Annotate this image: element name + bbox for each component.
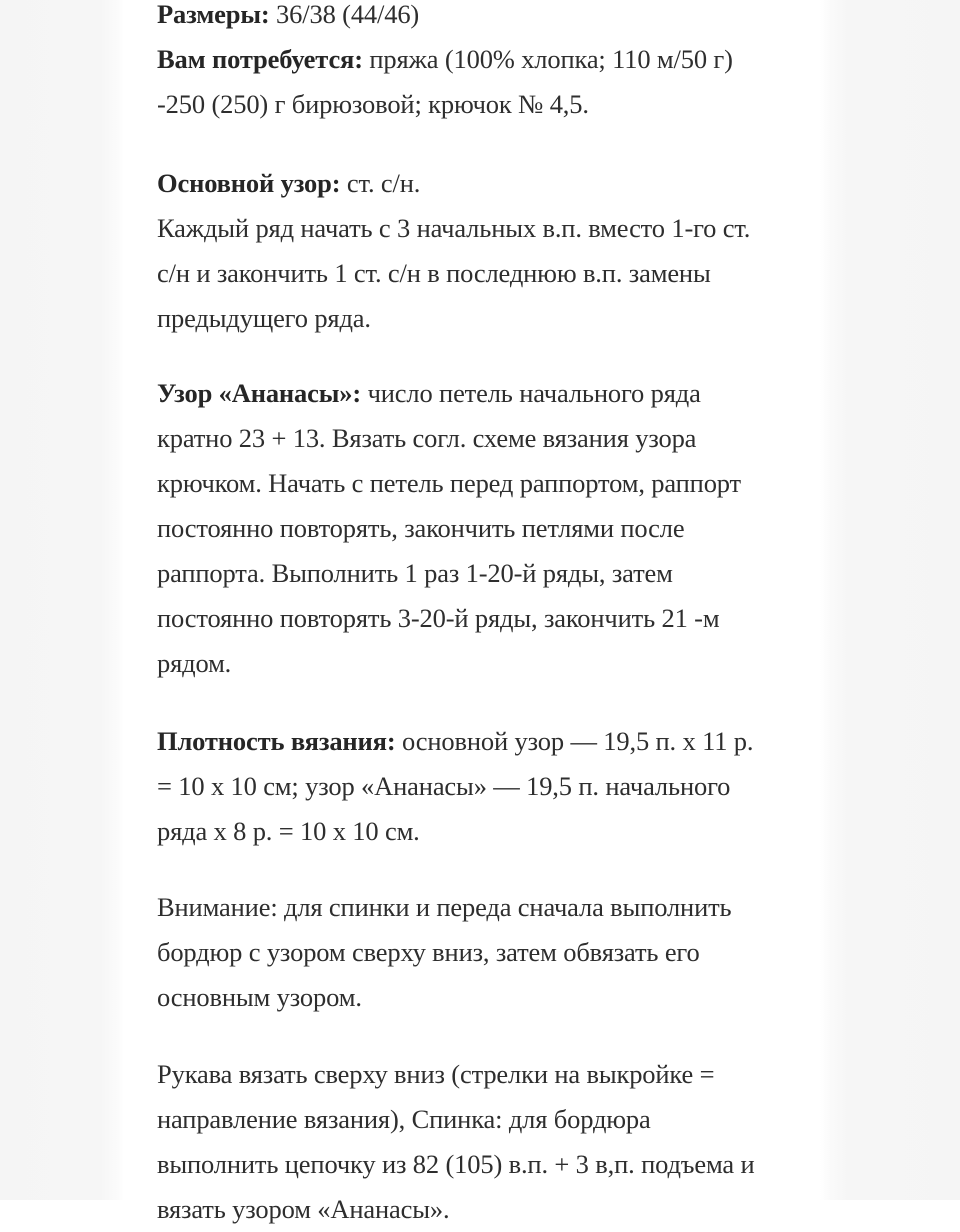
main-pattern-value: ст. с/н. — [340, 168, 421, 198]
density-line-1 — [157, 719, 807, 764]
density-text: ряда х 8 р. = 10 х 10 см. — [157, 816, 420, 846]
density-label: Плотность вязания: — [157, 726, 396, 756]
document-body — [157, 0, 807, 1232]
materials-label: Вам потребуется: — [157, 44, 363, 74]
pineapple-pattern-line-1 — [157, 371, 807, 416]
pineapple-pattern-text-1: число петель начального ряда — [361, 378, 701, 408]
pineapple-pattern-text: рядом. — [157, 648, 232, 678]
materials-line-1 — [157, 37, 807, 82]
pineapple-pattern-text: кратно 23 + 13. Вязать согл. схеме вязания узора — [157, 423, 697, 453]
note-text: основным узором. — [157, 982, 362, 1012]
note-text: Внимание: для спинки и переда сначала выполнить — [157, 892, 732, 922]
pineapple-pattern-text: постоянно повторять 3-20-й ряды, закончить 21 -м — [157, 603, 720, 633]
sizes-label: Размеры: — [157, 0, 270, 29]
pineapple-pattern-text: крючком. Начать с петель перед раппортом, раппорт — [157, 468, 741, 498]
materials-line-2: -250 (250) г бирюзовой; крючок № 4,5. — [157, 89, 589, 119]
sleeves-text: вязать узором «Ананасы». — [157, 1194, 450, 1224]
main-pattern-text: с/н и закончить 1 ст. с/н в последнюю в.п. замены — [157, 258, 711, 288]
main-pattern-line-1 — [157, 161, 807, 206]
right-margin-shade — [820, 0, 960, 1200]
main-pattern-label: Основной узор: — [157, 168, 341, 198]
main-pattern-text: Каждый ряд начать с 3 начальных в.п. вместо 1-го ст. — [157, 213, 751, 243]
sizes-value: 36/38 (44/46) — [269, 0, 420, 29]
sleeves-text: выполнить цепочку из 82 (105) в.п. + 3 в,п. подъема и — [157, 1149, 755, 1179]
left-margin-shade — [0, 0, 124, 1200]
pineapple-pattern-label: Узор «Ананасы»: — [157, 378, 362, 408]
note-text: бордюр с узором сверху вниз, затем обвязать его — [157, 937, 700, 967]
pineapple-pattern-text: раппорта. Выполнить 1 раз 1-20-й ряды, затем — [157, 558, 673, 588]
main-pattern-text: предыдущего ряда. — [157, 303, 371, 333]
density-text: = 10 х 10 см; узор «Ананасы» — 19,5 п. начального — [157, 771, 731, 801]
sleeves-text: направление вязания), Спинка: для бордюра — [157, 1104, 651, 1134]
materials-text-1: пряжа (100% хлопка; 110 м/50 г) — [362, 44, 733, 74]
density-text-1: основной узор — 19,5 п. х 11 р. — [395, 726, 754, 756]
pineapple-pattern-text: постоянно повторять, закончить петлями после — [157, 513, 685, 543]
sleeves-text: Рукава вязать сверху вниз (стрелки на выкройке = — [157, 1059, 715, 1089]
sizes-line — [157, 0, 807, 37]
